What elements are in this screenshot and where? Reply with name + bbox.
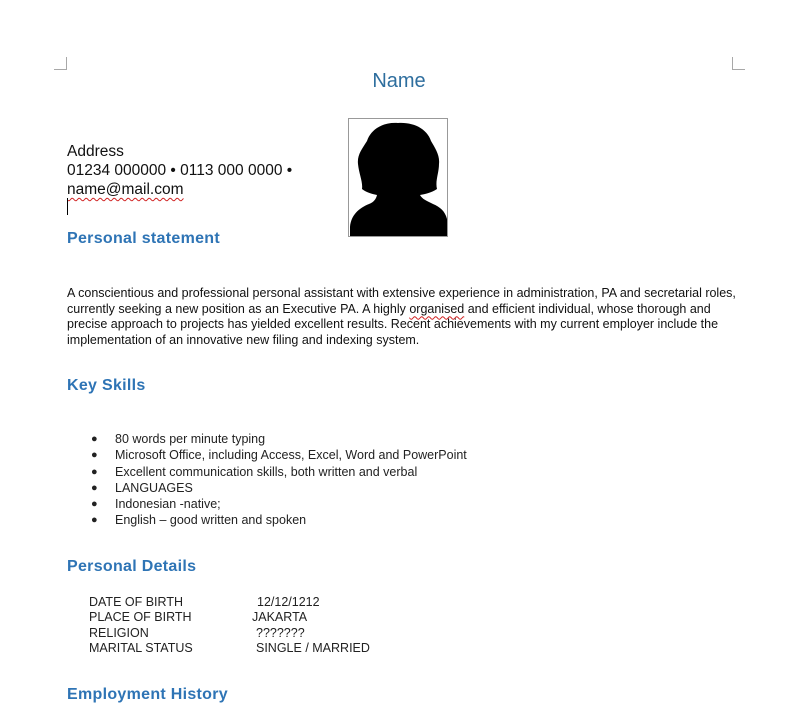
detail-value: SINGLE / MARRIED (256, 640, 370, 655)
resume-name-title[interactable]: Name (372, 70, 426, 92)
bullet-icon: ● (91, 433, 98, 445)
margin-corner-top-right (732, 57, 745, 70)
spelling-flag: organised (409, 301, 465, 316)
detail-label: MARITAL STATUS (89, 640, 193, 655)
detail-value: ??????? (256, 625, 305, 640)
text-cursor (67, 198, 68, 215)
contact-block[interactable] (67, 142, 292, 199)
email-text[interactable]: name@mail.com (67, 181, 184, 198)
margin-corner-top-left (54, 57, 67, 70)
personal-statement-heading[interactable]: Personal statement (67, 230, 221, 247)
detail-label: RELIGION (89, 625, 149, 640)
key-skills-heading[interactable]: Key Skills (67, 377, 146, 394)
employment-history-heading[interactable]: Employment History (67, 686, 228, 703)
detail-label: DATE OF BIRTH (89, 595, 183, 609)
bullet-icon: ● (91, 498, 98, 511)
bullet-icon: ● (91, 465, 98, 478)
bullet-icon: ● (91, 481, 98, 494)
email-line[interactable] (67, 180, 292, 199)
personal-details-heading[interactable]: Personal Details (67, 558, 197, 575)
document-page: Name Address 01234 000000 • 0113 000 0000 • name@mail.com Personal statement A conscientious and professional personal assistant with extensive experience in administration, PA and secretarial roles, currently seeking a new position as an Executive PA. A highly organised and efficient individual, whose thorough and precise approach to projects has yielded excellent results. Recent achievements with my current employer include the implementation of an innovative new filing and indexing system. Key Skills ● 80 words per minute typing ● Microsoft Office, including Access, Excel, Word and PowerPoint ● Excellent communication skills, both written and verbal ● LANGUAGES ● Indonesian -native; ● English – good written and spoken Personal Details DATE OF BIRTH 12/12/1212 PLACE OF BIRTH JAKARTA RELIGION ??????? MARITAL STATUS SINGLE / MARRIED Employment History (0, 0, 792, 720)
bullet-icon: ● (91, 449, 98, 462)
silhouette-icon (349, 119, 447, 236)
profile-photo[interactable] (348, 118, 448, 237)
detail-label: PLACE OF BIRTH (89, 610, 192, 625)
bullet-icon: ● (91, 514, 98, 527)
phone-line[interactable]: 01234 000000 • 0113 000 0000 • (67, 162, 293, 179)
detail-value: JAKARTA (252, 610, 308, 625)
detail-value: 12/12/1212 (257, 595, 320, 609)
address-line[interactable]: Address (67, 143, 124, 160)
personal-statement-text[interactable]: A conscientious and professional personal assistant with extensive experience in administration, PA and secretarial roles, currently seeking a new position as an Executive PA. A highly organised and efficient individual, whose thorough and precise approach to projects has yielded excellent results. Recent achievements with my current employer include the implementation of an innovative new filing and indexing system. (67, 286, 736, 347)
